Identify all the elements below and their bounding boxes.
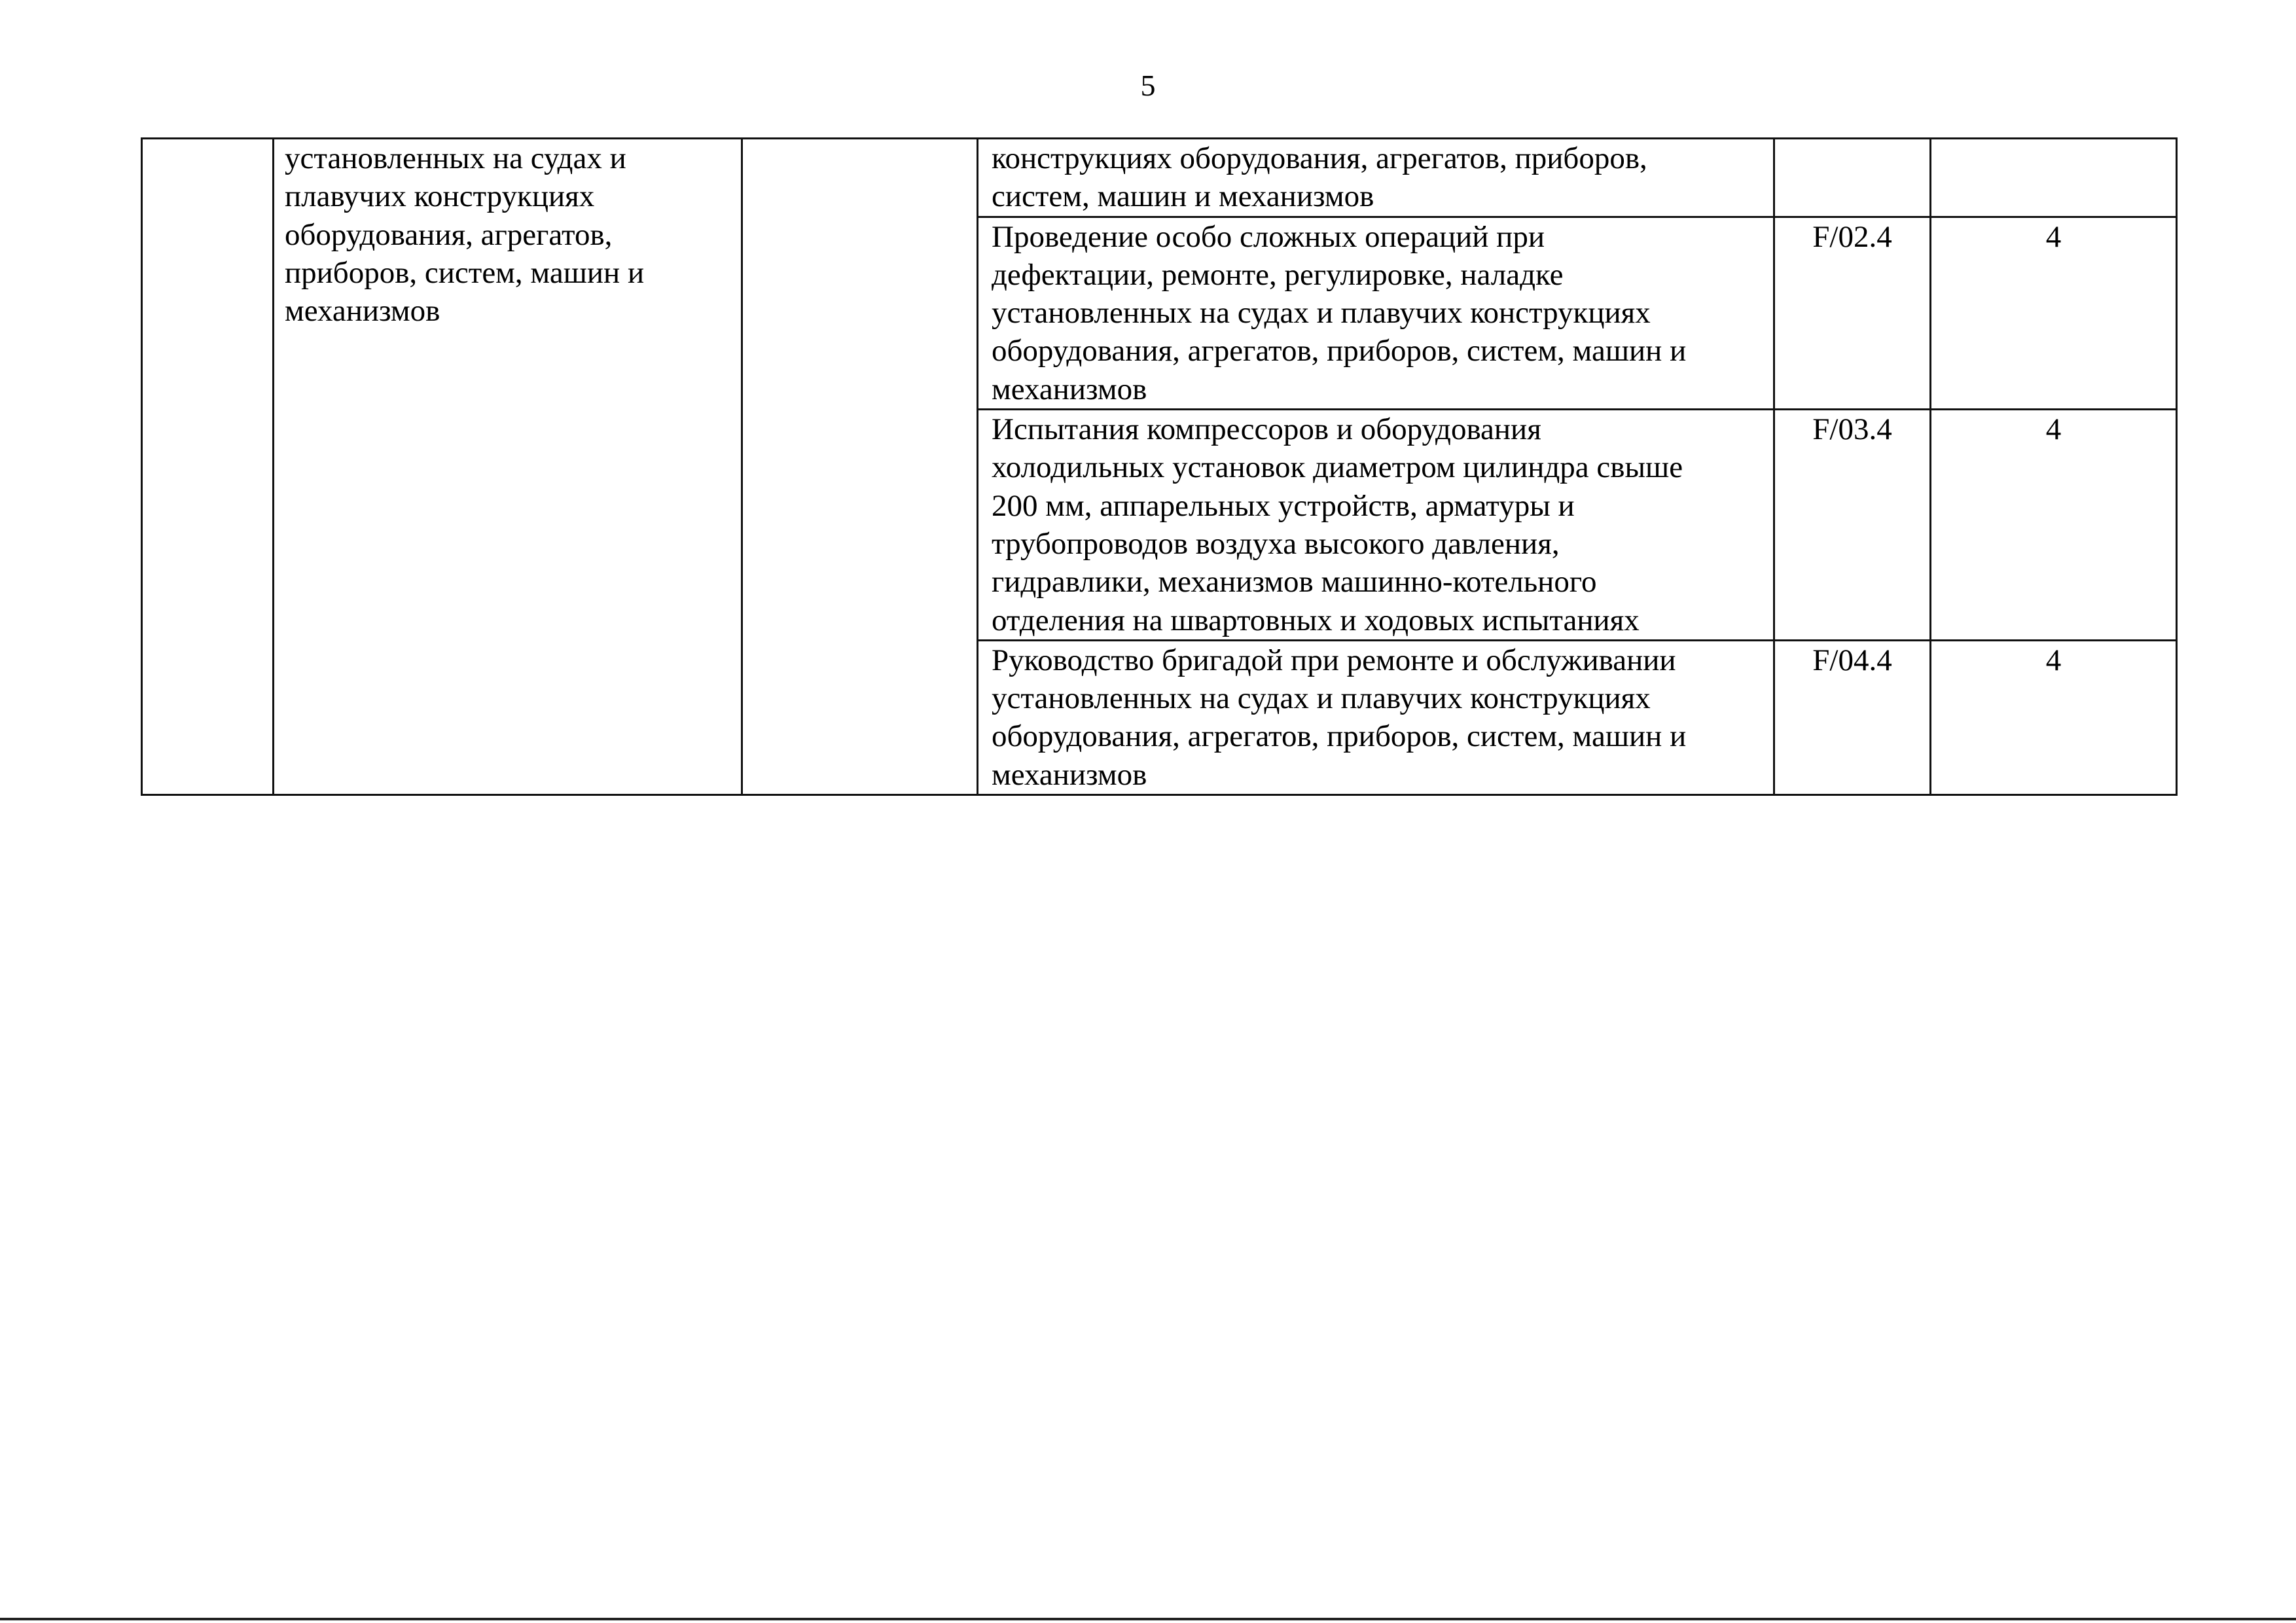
text-line: установленных на судах и плавучих конструкциях — [992, 296, 1651, 330]
qualification-level-cell: 4 — [1931, 640, 2177, 794]
text-line: Руководство бригадой при ремонте и обслуживании — [992, 643, 1676, 677]
page-number: 5 — [1140, 69, 1156, 102]
text-line: конструкциях оборудования, агрегатов, приборов, — [992, 141, 1647, 175]
function-name-cell — [978, 410, 1774, 641]
function-code-cell — [1774, 139, 1931, 217]
text-line: холодильных установок диаметром цилиндра свыше — [992, 450, 1683, 485]
text-line: механизмов — [992, 757, 1147, 792]
function-code-cell: F/04.4 — [1774, 640, 1931, 794]
function-name-cell — [978, 139, 1774, 217]
text-line: гидравлики, механизмов машинно-котельного — [992, 565, 1597, 599]
qualification-level-cell — [1931, 139, 2177, 217]
text-line: трубопроводов воздуха высокого давления, — [992, 526, 1560, 561]
text-line: отделения на швартовных и ходовых испытаниях — [992, 603, 1640, 637]
empty-cell-col3 — [742, 139, 978, 795]
text-line: установленных на судах и плавучих конструкциях — [992, 681, 1651, 716]
empty-cell-col1 — [142, 139, 274, 795]
text-line: установленных на судах и — [285, 141, 626, 175]
function-code-cell: F/03.4 — [1774, 410, 1931, 641]
text-line: Проведение особо сложных операций при — [992, 219, 1545, 254]
text-line: оборудования, агрегатов, — [285, 217, 613, 252]
text-line: механизмов — [992, 372, 1147, 406]
text-line: Испытания компрессоров и оборудования — [992, 412, 1541, 447]
function-code-cell: F/02.4 — [1774, 217, 1931, 409]
text-line: оборудования, агрегатов, приборов, систем, машин и — [992, 334, 1687, 368]
qualification-level-cell: 4 — [1931, 217, 2177, 409]
table-row — [142, 139, 2177, 217]
function-name-cell — [978, 217, 1774, 409]
function-name-cell — [978, 640, 1774, 794]
text-line: оборудования, агрегатов, приборов, систем, машин и — [992, 719, 1687, 754]
qualification-level-cell: 4 — [1931, 410, 2177, 641]
text-line: 200 мм, аппарельных устройств, арматуры и — [992, 488, 1575, 523]
text-line: систем, машин и механизмов — [992, 179, 1374, 214]
text-line: механизмов — [285, 294, 440, 329]
text-line: приборов, систем, машин и — [285, 255, 645, 290]
scan-edge-line — [0, 1618, 2296, 1620]
text-line: дефектации, ремонте, регулировке, наладке — [992, 257, 1564, 292]
qualification-table — [141, 137, 2178, 796]
generalized-function-cell — [274, 139, 742, 795]
text-line: плавучих конструкциях — [285, 179, 595, 214]
